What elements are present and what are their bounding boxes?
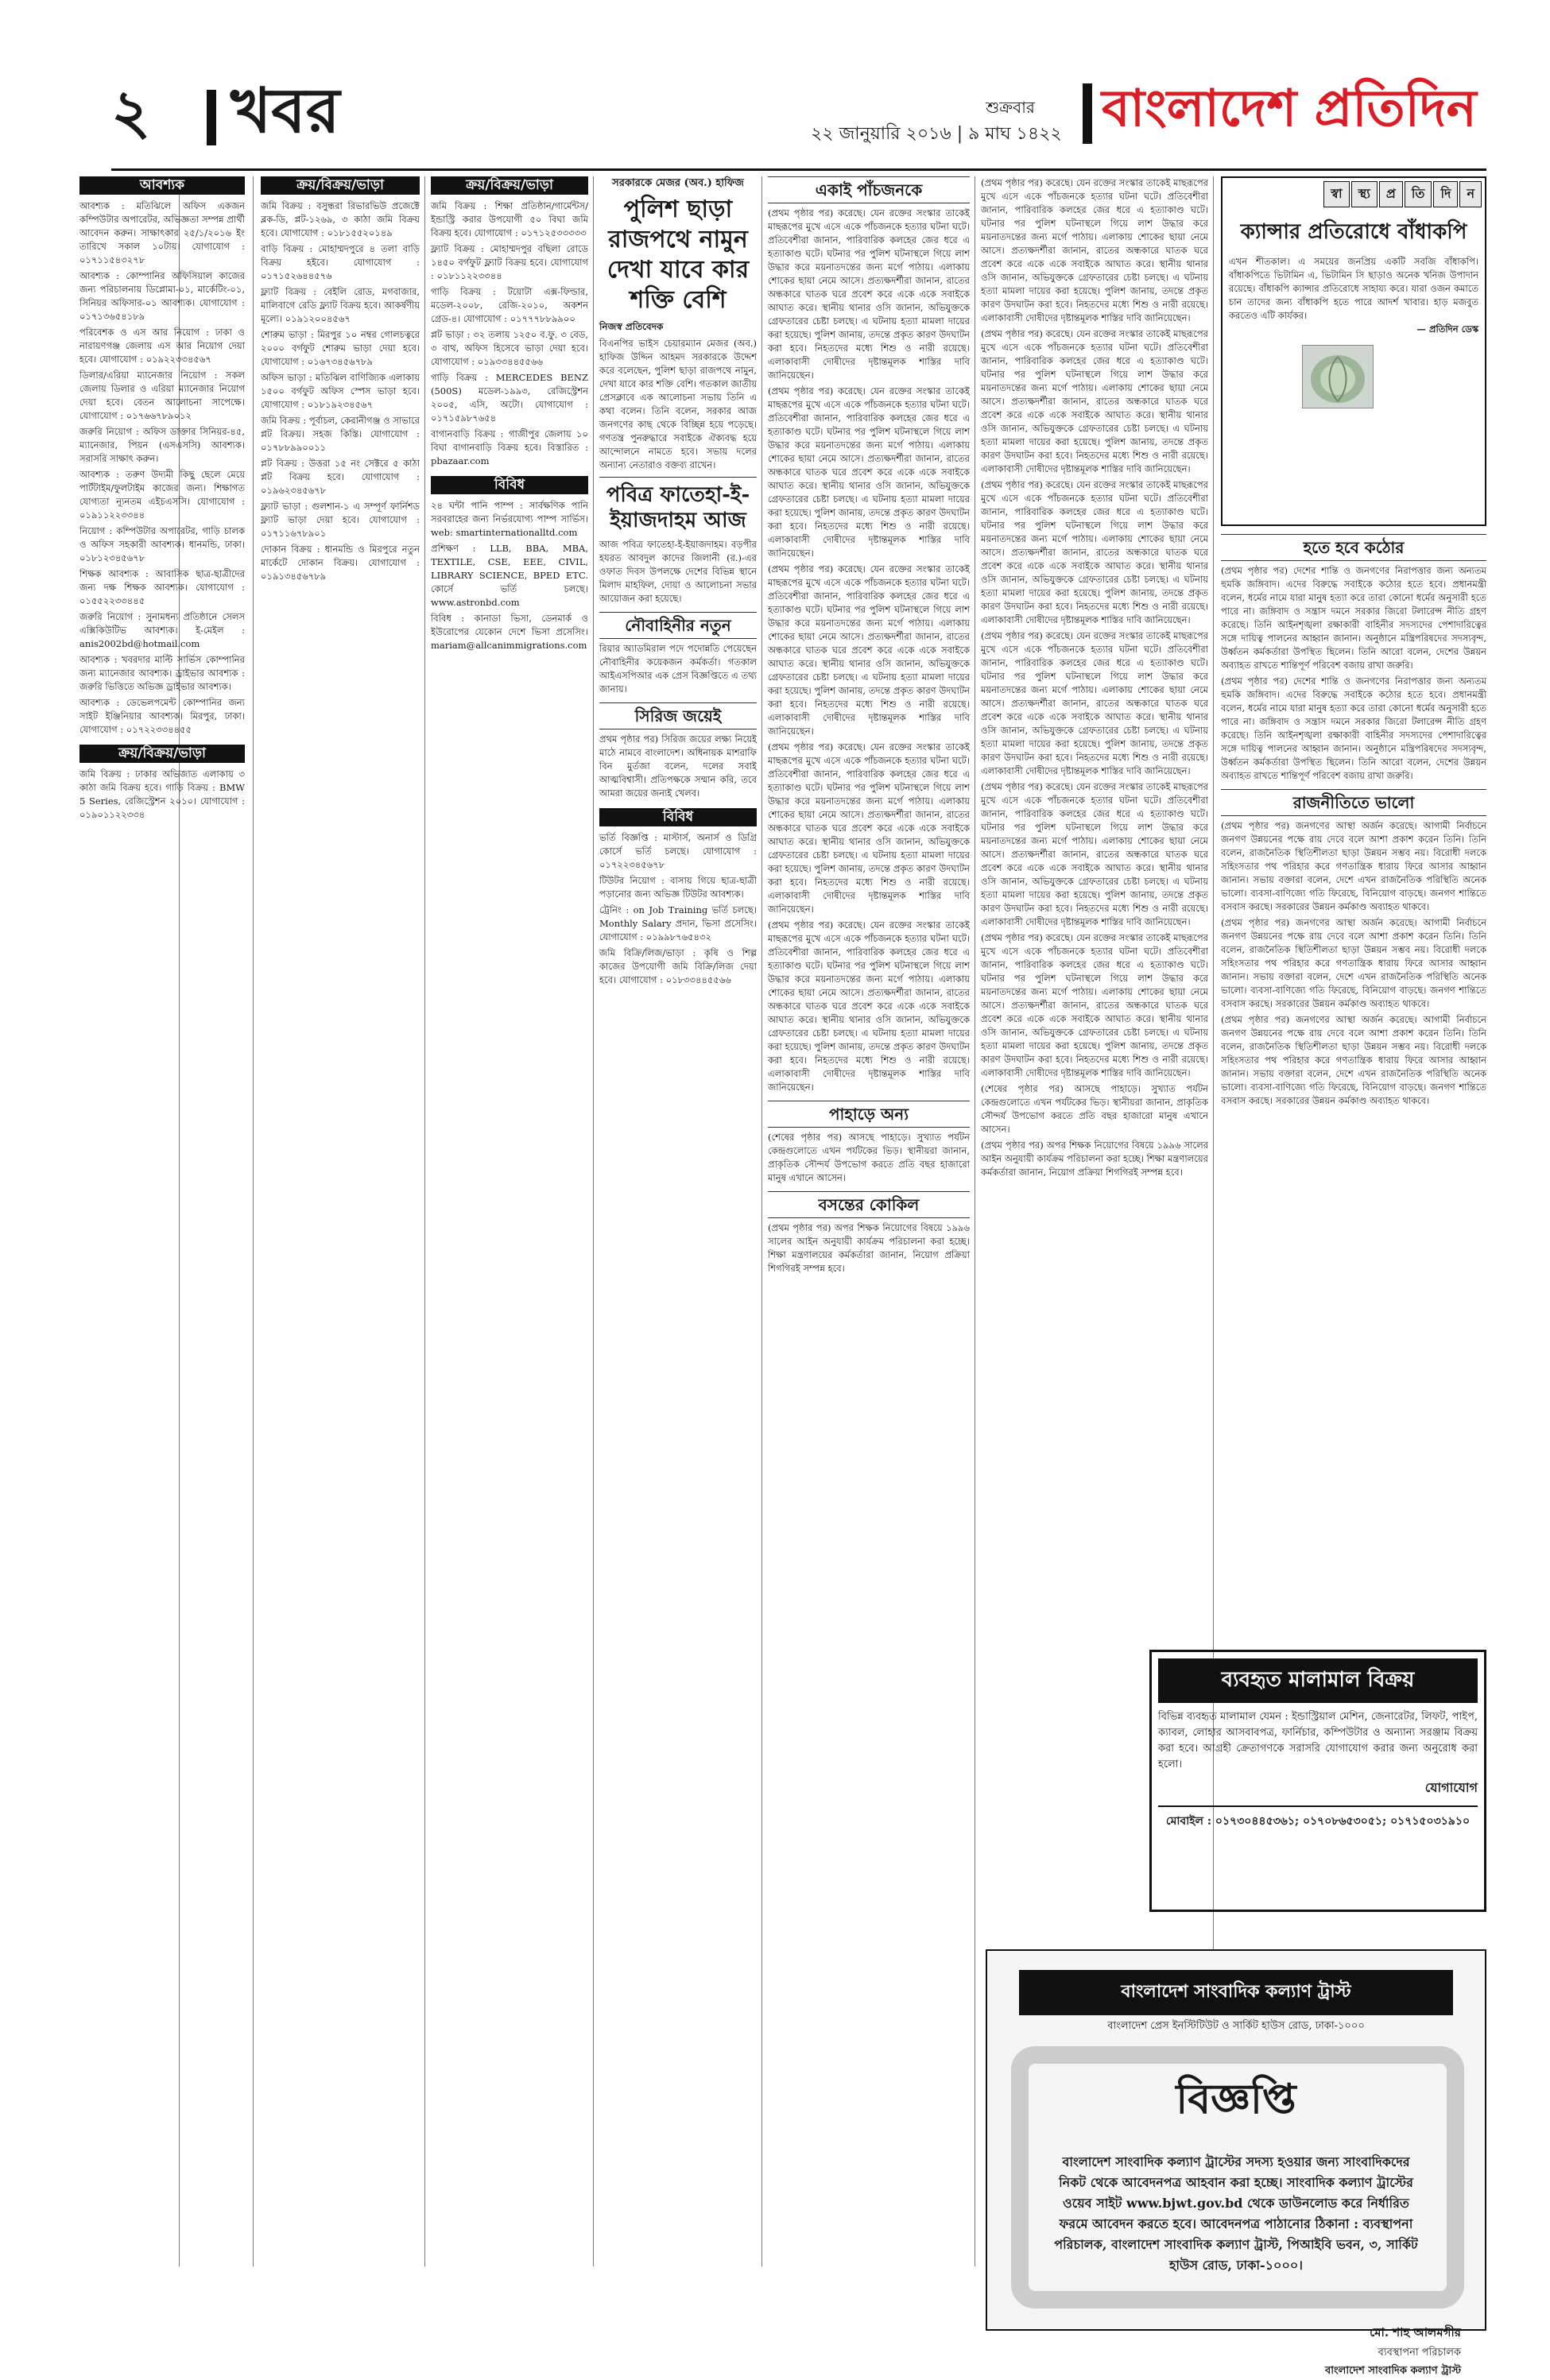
classified-ad: জমি বিক্রয় : পূর্বাচল, কেরানীগঞ্জ ও সাভারে প্লট বিক্রয়। সহজ কিস্তি। যোগাযোগ : ০১৭৮৮৯৯০০১১ xyxy=(261,415,420,453)
notice-signer: মো. শাহ আলমগীর xyxy=(1370,2325,1461,2339)
news-column-7 xyxy=(1221,534,1486,1639)
classified-ad: জরুরি নিয়োগ : সুনামধন্য প্রতিষ্ঠানে সেলস এক্সিকিউটিভ আবশ্যক। ই-মেইল : anis2002bd@hotmail.com xyxy=(79,611,245,649)
classified-ad: জমি বিক্রয় : বসুন্ধরা রিভারভিউ প্রজেক্টে ব্লক-ডি, প্লট-১২৬৯, ৩ কাঠা জমি বিক্রয় হবে। যোগাযোগ : ০১৮১৫৫২০১৪৯ xyxy=(261,200,420,238)
classified-column-2 xyxy=(261,176,420,2266)
notice-org: বাংলাদেশ সাংবাদিক কল্যাণ ট্রাস্ট xyxy=(1019,1970,1453,2015)
classified-ad: গাড়ি বিক্রয় : MERCEDES BENZ (500S) মডেল-১৯৯৩, রেজিস্ট্রেশন ২০০৫, এসি, অটো। যোগাযোগ : ০১৭১৫৯৮৭৬৫৪ xyxy=(431,372,588,424)
notice-signer-title: ব্যবস্থাপনা পরিচালক xyxy=(1378,2347,1461,2359)
health-headline: ক্যান্সার প্রতিরোধে বাঁধাকপি xyxy=(1240,220,1467,244)
header-rule xyxy=(111,168,1486,171)
classified-ad: শিক্ষক আবশ্যক : আবাসিক ছাত্র-ছাত্রীদের জন্য দক্ষ শিক্ষক আবশ্যক। যোগাযোগ : ০১৫৫২২৩৩৪৪৫ xyxy=(79,568,245,606)
story-headline: পাহাড়ে অন্য xyxy=(768,1101,970,1128)
notice-body: বাংলাদেশ সাংবাদিক কল্যাণ ট্রাস্টের সদস্য হওয়ার জন্য সাংবাদিকদের নিকট থেকে আবেদনপত্র আহবান করা হচ্ছে। সাংবাদিক কল্যাণ ট্রাস্টের ওয়েব সাইট www.bjwt.gov.bd থেকে ডাউনলোড করে নির্ধারিত ফরমে আবেদন করতে হবে। আবেদনপত্র পাঠানোর ঠিকানা : ব্যবস্থাপনা পরিচালক, বাংলাদেশ সাংবাদিক কল্যাণ ট্রাস্ট, পিআইবি ভবন, ৩, সার্কিট হাউস রোড, ঢাকা-১০০০। xyxy=(1054,2154,1418,2273)
classified-heading: বিবিধ xyxy=(431,476,588,494)
classified-heading: ক্রয়/বিক্রয়/ভাড়া xyxy=(79,745,245,763)
brand-divider xyxy=(1083,83,1092,144)
classified-ad: বাগানবাড়ি বিক্রয় : গাজীপুর জেলায় ১০ বিঘা বাগানবাড়ি বিক্রয় হবে। বিস্তারিত : pbazaar.com xyxy=(431,428,588,466)
day-label: শুক্রবার xyxy=(986,98,1035,117)
classified-ad: জমি বিক্রয় : ঢাকার অভিজাত এলাকায় ৩ কাঠা জমি বিক্রয় হবে। গাড়ি বিক্রয় : BMW 5 Series, রেজিস্ট্রেশন ২০১০। যোগাযোগ : ০১৯০১১২২৩৩৪ xyxy=(79,768,245,820)
ad-title: ব্যবহৃত মালামাল বিক্রয় xyxy=(1158,1658,1478,1703)
story-byline: নিজস্ব প্রতিবেদক xyxy=(599,321,664,332)
classified-ad: অফিস ভাড়া : মতিঝিল বাণিজ্যিক এলাকায় ১৫০০ বর্গফুট অফিস স্পেস ভাড়া হবে। যোগাযোগ : ০১৮১৯২৩৪৫৬৭ xyxy=(261,372,420,410)
classified-ad: প্লট বিক্রয় : উত্তরা ১৫ নং সেক্টরে ৫ কাঠা প্লট বিক্রয় হবে। যোগাযোগ : ০১৯৬২৩৪৫৬৭৮ xyxy=(261,458,420,496)
classified-ad: আবশ্যক : কোম্পানির অফিসিয়াল কাজের জন্য পরিচালনায় ডিপ্লোমা-০১, মার্কেটিং-০১, সিনিয়র অফিসার-০১ আবশ্যক। যোগাযোগ : ০১৭১৩৬৫৪১৮৯ xyxy=(79,270,245,322)
section-title: খবর xyxy=(231,75,340,147)
story-headline: একাই পাঁচজনকে xyxy=(768,176,970,203)
story-body: (প্রথম পৃষ্ঠার পর) করেছে। যেন রক্তের সংস্কার তাকেই মাছরূপের মুখে এসে একে পাঁচজনকে হত্যার ঘটনা ঘটে। প্রতিবেশীরা জানান, পারিবারিক কলহের জের ধরে এ হত্যাকাণ্ড ঘটে। ঘটনার পর পুলিশ ঘটনাস্থলে গিয়ে লাশ উদ্ধার করে ময়নাতদন্তের জন্য মর্গে পাঠায়। এলাকায় শোকের ছায়া নেমে আসে। প্রত্যক্ষদর্শীরা জানান, রাতের অন্ধকারে ঘাতক ঘরে প্রবেশ করে একে একে সবাইকে আঘাত করে। স্থানীয় থানার ওসি জানান, অভিযুক্তকে গ্রেফতারের চেষ্টা চলছে। এ ঘটনায় হত্যা মামলা দায়ের করা হয়েছে। পুলিশ জানায়, তদন্তে প্রকৃত কারণ উদঘাটন করা হবে। নিহতদের মধ্যে শিশু ও নারী রয়েছে। এলাকাবাসী দোষীদের দৃষ্টান্তমূলক শাস্তির দাবি জানিয়েছেন। xyxy=(981,630,1208,776)
story-body: (প্রথম পৃষ্ঠার পর) জনগণের আস্থা অর্জন করেছে। আগামী নির্বাচনে জনগণ উন্নয়নের পক্ষে রায় দেবে বলে আশা প্রকাশ করেন তিনি। তিনি বলেন, রাজনৈতিক স্থিতিশীলতা ছাড়া উন্নয়ন সম্ভব নয়। বিরোধী দলকে সহিংসতার পথ পরিহার করে গণতান্ত্রিক ধারায় ফিরে আসার আহ্বান জানান। সভায় বক্তারা বলেন, দেশে এখন রাজনৈতিক পরিস্থিতি অনেক ভালো। ব্যবসা-বাণিজ্যে গতি ফিরেছে, বিনিয়োগ বাড়ছে। জনগণ শান্তিতে বসবাস করছে। সরকারের উন্নয়ন কর্মকাণ্ড অব্যাহত থাকবে। xyxy=(1221,820,1486,912)
classified-ad: প্রশিক্ষণ : LLB, BBA, MBA, TEXTILE, CSE, EEE, CIVIL, LIBRARY SCIENCE, BPED ETC. কোর্সে ভর্তি চলছে। www.astronbd.com xyxy=(431,543,588,608)
story-body: প্রথম পৃষ্ঠার পর) সিরিজ জয়ের লক্ষ্য নিয়েই মাঠে নামবে বাংলাদেশ। অধিনায়ক মাশরাফি বিন মুর্তজা বলেন, দলের সবাই আত্মবিশ্বাসী। প্রতিপক্ষকে সম্মান করি, তবে আমরা জয়ের জন্যই খেলব। xyxy=(599,733,757,799)
notice-address: বাংলাদেশ প্রেস ইনস্টিটিউট ও সার্কিট হাউস রোড, ঢাকা-১০০০ xyxy=(1107,2020,1365,2032)
classified-column-1 xyxy=(79,176,245,2266)
story-body: (প্রথম পৃষ্ঠার পর) করেছে। যেন রক্তের সংস্কার তাকেই মাছরূপের মুখে এসে একে পাঁচজনকে হত্যার ঘটনা ঘটে। প্রতিবেশীরা জানান, পারিবারিক কলহের জের ধরে এ হত্যাকাণ্ড ঘটে। ঘটনার পর পুলিশ ঘটনাস্থলে গিয়ে লাশ উদ্ধার করে ময়নাতদন্তের জন্য মর্গে পাঠায়। এলাকায় শোকের ছায়া নেমে আসে। প্রত্যক্ষদর্শীরা জানান, রাতের অন্ধকারে ঘাতক ঘরে প্রবেশ করে একে একে সবাইকে আঘাত করে। স্থানীয় থানার ওসি জানান, অভিযুক্তকে গ্রেফতারের চেষ্টা চলছে। এ ঘটনায় হত্যা মামলা দায়ের করা হয়েছে। পুলিশ জানায়, তদন্তে প্রকৃত কারণ উদঘাটন করা হবে। নিহতদের মধ্যে শিশু ও নারী রয়েছে। এলাকাবাসী দোষীদের দৃষ্টান্তমূলক শাস্তির দাবি জানিয়েছেন। xyxy=(768,563,970,737)
ad-phone: মোবাইল : ০১৭৩০৪৪৫৩৬১; ০১৭০৮৬৫৩০৫১; ০১৭১৫০৩১৯১০ xyxy=(1158,1805,1478,1831)
classified-ad: জমি বিক্রয় : শিক্ষা প্রতিষ্ঠান/গার্মেন্টস/ইন্ডাস্ট্রি করার উপযোগী ৫০ বিঘা জমি বিক্রয় হবে। যোগাযোগ : ০১৭১২৫৩৩৩৩৩ xyxy=(431,200,588,238)
classified-ad: আবশ্যক : খবরদার মাল্টি সার্ভিস কোম্পানির জন্য ম্যানেজার আবশ্যক। ড্রাইভার আবশ্যক : জরুরি ভিত্তিতে অভিজ্ঞ ড্রাইভার আবশ্যক। xyxy=(79,654,245,692)
story-headline: সিরিজ জয়েই xyxy=(599,702,757,729)
column-rule xyxy=(593,176,594,2266)
story-body: (প্রথম পৃষ্ঠার পর) করেছে। যেন রক্তের সংস্কার তাকেই মাছরূপের মুখে এসে একে পাঁচজনকে হত্যার ঘটনা ঘটে। প্রতিবেশীরা জানান, পারিবারিক কলহের জের ধরে এ হত্যাকাণ্ড ঘটে। ঘটনার পর পুলিশ ঘটনাস্থলে গিয়ে লাশ উদ্ধার করে ময়নাতদন্তের জন্য মর্গে পাঠায়। এলাকায় শোকের ছায়া নেমে আসে। প্রত্যক্ষদর্শীরা জানান, রাতের অন্ধকারে ঘাতক ঘরে প্রবেশ করে একে একে সবাইকে আঘাত করে। স্থানীয় থানার ওসি জানান, অভিযুক্তকে গ্রেফতারের চেষ্টা চলছে। এ ঘটনায় হত্যা মামলা দায়ের করা হয়েছে। পুলিশ জানায়, তদন্তে প্রকৃত কারণ উদঘাটন করা হবে। নিহতদের মধ্যে শিশু ও নারী রয়েছে। এলাকাবাসী দোষীদের দৃষ্টান্তমূলক শাস্তির দাবি জানিয়েছেন। xyxy=(981,328,1208,474)
classified-ad: দোকান বিক্রয় : ধানমন্ডি ও মিরপুরে নতুন মার্কেটে দোকান বিক্রয়। যোগাযোগ : ০১৯১৩৪৫৬৭৮৯ xyxy=(261,544,420,582)
health-tag-letter: দি xyxy=(1433,181,1458,207)
health-tag-letter: ন xyxy=(1459,181,1482,207)
classified-ad: বাড়ি বিক্রয় : মোহাম্মদপুরে ৪ তলা বাড়ি বিক্রয় হইবে। যোগাযোগ : ০১৭১৫২৬৪৪৫৭৬ xyxy=(261,243,420,281)
story-body: (শেষের পৃষ্ঠার পর) আসছে পাহাড়ে। সুখ্যাত পর্যটন কেন্দ্রগুলোতে এখন পর্যটকের ভিড়। স্থানীয়রা জানান, প্রাকৃতিক সৌন্দর্য উপভোগ করতে প্রতি বছর হাজারো মানুষ এখানে আসেন। xyxy=(768,1132,970,1183)
story-body: আজ পবিত্র ফাতেহা-ই-ইয়াজদাহম। বড়পীর হযরত আবদুল কাদের জিলানী (র.)-এর ওফাত দিবস উপলক্ষে দেশের বিভিন্ন স্থানে মিলাদ মাহফিল, দোয়া ও আলোচনা সভার আয়োজন করা হয়েছে। xyxy=(599,539,757,604)
classified-ad: ফ্ল্যাট ভাড়া : গুলশান-১ এ সম্পূর্ণ ফার্নিশড ফ্ল্যাট ভাড়া দেয়া হবে। যোগাযোগ : ০১৭১১৬৭৮৯০১ xyxy=(261,501,420,539)
story-body: (প্রথম পৃষ্ঠার পর) করেছে। যেন রক্তের সংস্কার তাকেই মাছরূপের মুখে এসে একে পাঁচজনকে হত্যার ঘটনা ঘটে। প্রতিবেশীরা জানান, পারিবারিক কলহের জের ধরে এ হত্যাকাণ্ড ঘটে। ঘটনার পর পুলিশ ঘটনাস্থলে গিয়ে লাশ উদ্ধার করে ময়নাতদন্তের জন্য মর্গে পাঠায়। এলাকায় শোকের ছায়া নেমে আসে। প্রত্যক্ষদর্শীরা জানান, রাতের অন্ধকারে ঘাতক ঘরে প্রবেশ করে একে একে সবাইকে আঘাত করে। স্থানীয় থানার ওসি জানান, অভিযুক্তকে গ্রেফতারের চেষ্টা চলছে। এ ঘটনায় হত্যা মামলা দায়ের করা হয়েছে। পুলিশ জানায়, তদন্তে প্রকৃত কারণ উদঘাটন করা হবে। নিহতদের মধ্যে শিশু ও নারী রয়েছে। এলাকাবাসী দোষীদের দৃষ্টান্তমূলক শাস্তির দাবি জানিয়েছেন। xyxy=(768,207,970,381)
story-body: (প্রথম পৃষ্ঠার পর) করেছে। যেন রক্তের সংস্কার তাকেই মাছরূপের মুখে এসে একে পাঁচজনকে হত্যার ঘটনা ঘটে। প্রতিবেশীরা জানান, পারিবারিক কলহের জের ধরে এ হত্যাকাণ্ড ঘটে। ঘটনার পর পুলিশ ঘটনাস্থলে গিয়ে লাশ উদ্ধার করে ময়নাতদন্তের জন্য মর্গে পাঠায়। এলাকায় শোকের ছায়া নেমে আসে। প্রত্যক্ষদর্শীরা জানান, রাতের অন্ধকারে ঘাতক ঘরে প্রবেশ করে একে একে সবাইকে আঘাত করে। স্থানীয় থানার ওসি জানান, অভিযুক্তকে গ্রেফতারের চেষ্টা চলছে। এ ঘটনায় হত্যা মামলা দায়ের করা হয়েছে। পুলিশ জানায়, তদন্তে প্রকৃত কারণ উদঘাটন করা হবে। নিহতদের মধ্যে শিশু ও নারী রয়েছে। এলাকাবাসী দোষীদের দৃষ্টান্তমূলক শাস্তির দাবি জানিয়েছেন। xyxy=(768,741,970,915)
health-tag xyxy=(1223,178,1485,211)
cabbage-icon xyxy=(1303,346,1373,408)
health-text: এখন শীতকাল। এ সময়ের জনপ্রিয় একটি সবজি বাঁধাকপি। বাঁধাকপিতে ভিটামিন এ, ভিটামিন সি ছাড়াও অনেক খনিজ উপাদান রয়েছে। বাঁধাকপি ক্যান্সার প্রতিরোধে সাহায্য করে। যারা ওজন কমাতে চান তাদের জন্য বাঁধাকপি হতে পারে আদর্শ খাবার। হাড় মজবুত করতেও এটি কার্যকর। xyxy=(1229,256,1478,321)
classified-ad: প্লট ভাড়া : ৩২ তলায় ১২৫০ ব.ফু. ৩ বেড, ৩ বাথ, অফিস হিসেবে ভাড়া দেয়া হবে। যোগাযোগ : ০১৯৩৩৪৪৫৫৬৬ xyxy=(431,329,588,367)
health-tag-letter: তি xyxy=(1405,181,1432,207)
story-body: (শেষের পৃষ্ঠার পর) আসছে পাহাড়ে। সুখ্যাত পর্যটন কেন্দ্রগুলোতে এখন পর্যটকের ভিড়। স্থানীয়রা জানান, প্রাকৃতিক সৌন্দর্য উপভোগ করতে প্রতি বছর হাজারো মানুষ এখানে আসেন। xyxy=(981,1083,1208,1135)
classified-ad: গাড়ি বিক্রয় : টয়োটা এক্স-ফিল্ডার, মডেল-২০০৮, রেজি-২০১০, অকশন গ্রেড-৪। যোগাযোগ : ০১৭৭৭৮৮৯৯০০ xyxy=(431,286,588,324)
brand-logo: বাংলাদেশ প্রতিদিন xyxy=(1102,79,1477,138)
health-tag-letter: স্বা xyxy=(1323,181,1349,207)
classified-ad: পরিবেশক ও এস আর নিয়োগ : ঢাকা ও নারায়ণগঞ্জ জেলায় এস আর নিয়োগ দেয়া হবে। যোগাযোগ : ০১৯২২৩৩৪৫৬৭ xyxy=(79,327,245,365)
classified-ad: ডিলার/এরিয়া ম্যানেজার নিয়োগ : সকল জেলায় ডিলার ও এরিয়া ম্যানেজার নিয়োগ দেয়া হবে। বেতন আলোচনা সাপেক্ষে। যোগাযোগ : ০১৭৬৬৭৮৯০১২ xyxy=(79,370,245,421)
story-body: (প্রথম পৃষ্ঠার পর) করেছে। যেন রক্তের সংস্কার তাকেই মাছরূপের মুখে এসে একে পাঁচজনকে হত্যার ঘটনা ঘটে। প্রতিবেশীরা জানান, পারিবারিক কলহের জের ধরে এ হত্যাকাণ্ড ঘটে। ঘটনার পর পুলিশ ঘটনাস্থলে গিয়ে লাশ উদ্ধার করে ময়নাতদন্তের জন্য মর্গে পাঠায়। এলাকায় শোকের ছায়া নেমে আসে। প্রত্যক্ষদর্শীরা জানান, রাতের অন্ধকারে ঘাতক ঘরে প্রবেশ করে একে একে সবাইকে আঘাত করে। স্থানীয় থানার ওসি জানান, অভিযুক্তকে গ্রেফতারের চেষ্টা চলছে। এ ঘটনায় হত্যা মামলা দায়ের করা হয়েছে। পুলিশ জানায়, তদন্তে প্রকৃত কারণ উদঘাটন করা হবে। নিহতদের মধ্যে শিশু ও নারী রয়েছে। এলাকাবাসী দোষীদের দৃষ্টান্তমূলক শাস্তির দাবি জানিয়েছেন। xyxy=(981,781,1208,927)
story-body: (প্রথম পৃষ্ঠার পর) করেছে। যেন রক্তের সংস্কার তাকেই মাছরূপের মুখে এসে একে পাঁচজনকে হত্যার ঘটনা ঘটে। প্রতিবেশীরা জানান, পারিবারিক কলহের জের ধরে এ হত্যাকাণ্ড ঘটে। ঘটনার পর পুলিশ ঘটনাস্থলে গিয়ে লাশ উদ্ধার করে ময়নাতদন্তের জন্য মর্গে পাঠায়। এলাকায় শোকের ছায়া নেমে আসে। প্রত্যক্ষদর্শীরা জানান, রাতের অন্ধকারে ঘাতক ঘরে প্রবেশ করে একে একে সবাইকে আঘাত করে। স্থানীয় থানার ওসি জানান, অভিযুক্তকে গ্রেফতারের চেষ্টা চলছে। এ ঘটনায় হত্যা মামলা দায়ের করা হয়েছে। পুলিশ জানায়, তদন্তে প্রকৃত কারণ উদঘাটন করা হবে। নিহতদের মধ্যে শিশু ও নারী রয়েছে। এলাকাবাসী দোষীদের দৃষ্টান্তমূলক শাস্তির দাবি জানিয়েছেন। xyxy=(768,919,970,1093)
trust-notice xyxy=(986,1949,1486,2377)
classified-ad: আবশ্যক : মতিঝিলে অফিস একজন কম্পিউটার অপারেটর, অভিজ্ঞতা সম্পন্ন প্রার্থী আবেদন করুন। সাক্ষাৎকার ২৫/১/২০১৬ ইং তারিখে সকাল ১০টায়। যোগাযোগ : ০১৭১১৫৪৩২৭৮ xyxy=(79,200,245,265)
story-headline: নৌবাহিনীর নতুন xyxy=(599,612,757,639)
classified-ad: জমি বিক্রি/লিজ/ভাড়া : কৃষি ও শিল্প কাজের উপযোগী জমি বিক্রি/লিজ দেয়া হবে। যোগাযোগ : ০১৮৩৩৪৪৫৫৬৬ xyxy=(599,947,757,985)
story-headline: রাজনীতিতে ভালো xyxy=(1221,789,1486,816)
classified-ad: টিউটর নিয়োগ : বাসায় গিয়ে ছাত্র-ছাত্রী পড়ানোর জন্য অভিজ্ঞ টিউটর আবশ্যক। xyxy=(599,875,757,900)
story-body: (প্রথম পৃষ্ঠার পর) করেছে। যেন রক্তের সংস্কার তাকেই মাছরূপের মুখে এসে একে পাঁচজনকে হত্যার ঘটনা ঘটে। প্রতিবেশীরা জানান, পারিবারিক কলহের জের ধরে এ হত্যাকাণ্ড ঘটে। ঘটনার পর পুলিশ ঘটনাস্থলে গিয়ে লাশ উদ্ধার করে ময়নাতদন্তের জন্য মর্গে পাঠায়। এলাকায় শোকের ছায়া নেমে আসে। প্রত্যক্ষদর্শীরা জানান, রাতের অন্ধকারে ঘাতক ঘরে প্রবেশ করে একে একে সবাইকে আঘাত করে। স্থানীয় থানার ওসি জানান, অভিযুক্তকে গ্রেফতারের চেষ্টা চলছে। এ ঘটনায় হত্যা মামলা দায়ের করা হয়েছে। পুলিশ জানায়, তদন্তে প্রকৃত কারণ উদঘাটন করা হবে। নিহতদের মধ্যে শিশু ও নারী রয়েছে। এলাকাবাসী দোষীদের দৃষ্টান্তমূলক শাস্তির দাবি জানিয়েছেন। xyxy=(981,177,1208,323)
story-body: (প্রথম পৃষ্ঠার পর) করেছে। যেন রক্তের সংস্কার তাকেই মাছরূপের মুখে এসে একে পাঁচজনকে হত্যার ঘটনা ঘটে। প্রতিবেশীরা জানান, পারিবারিক কলহের জের ধরে এ হত্যাকাণ্ড ঘটে। ঘটনার পর পুলিশ ঘটনাস্থলে গিয়ে লাশ উদ্ধার করে ময়নাতদন্তের জন্য মর্গে পাঠায়। এলাকায় শোকের ছায়া নেমে আসে। প্রত্যক্ষদর্শীরা জানান, রাতের অন্ধকারে ঘাতক ঘরে প্রবেশ করে একে একে সবাইকে আঘাত করে। স্থানীয় থানার ওসি জানান, অভিযুক্তকে গ্রেফতারের চেষ্টা চলছে। এ ঘটনায় হত্যা মামলা দায়ের করা হয়েছে। পুলিশ জানায়, তদন্তে প্রকৃত কারণ উদঘাটন করা হবে। নিহতদের মধ্যে শিশু ও নারী রয়েছে। এলাকাবাসী দোষীদের দৃষ্টান্তমূলক শাস্তির দাবি জানিয়েছেন। xyxy=(768,385,970,559)
date-label: ২২ জানুয়ারি ২০১৬ | ৯ মাঘ ১৪২২ xyxy=(811,124,1062,144)
column-rule xyxy=(424,176,425,2266)
classified-ad: ফ্ল্যাট বিক্রয় : মোহাম্মদপুর বছিলা রোডে ১৪৫০ বর্গফুট ফ্ল্যাট বিক্রয় হবে। যোগাযোগ : ০১৮১১২২৩৩৪৪ xyxy=(431,243,588,281)
decorative-frame xyxy=(1011,2046,1464,2308)
classified-ad: জরুরি নিয়োগ : অফিস ডাক্তার সিনিয়র-৪৫, ম্যানেজার, পিয়ন (এসএসসি) আবশ্যক। সরাসরি সাক্ষাৎ করুন। xyxy=(79,426,245,464)
classified-heading: ক্রয়/বিক্রয়/ভাড়া xyxy=(261,176,420,195)
column-rule xyxy=(253,176,254,2266)
classified-heading: ক্রয়/বিক্রয়/ভাড়া xyxy=(431,176,588,195)
classified-ad: বিবিধ : কানাডা ভিসা, ডেনমার্ক ও ইউরোপের যেকোন দেশে ভিসা প্রসেসিং। mariam@allcanimmigrations.com xyxy=(431,613,588,651)
story-body: (প্রথম পৃষ্ঠার পর) করেছে। যেন রক্তের সংস্কার তাকেই মাছরূপের মুখে এসে একে পাঁচজনকে হত্যার ঘটনা ঘটে। প্রতিবেশীরা জানান, পারিবারিক কলহের জের ধরে এ হত্যাকাণ্ড ঘটে। ঘটনার পর পুলিশ ঘটনাস্থলে গিয়ে লাশ উদ্ধার করে ময়নাতদন্তের জন্য মর্গে পাঠায়। এলাকায় শোকের ছায়া নেমে আসে। প্রত্যক্ষদর্শীরা জানান, রাতের অন্ধকারে ঘাতক ঘরে প্রবেশ করে একে একে সবাইকে আঘাত করে। স্থানীয় থানার ওসি জানান, অভিযুক্তকে গ্রেফতারের চেষ্টা চলছে। এ ঘটনায় হত্যা মামলা দায়ের করা হয়েছে। পুলিশ জানায়, তদন্তে প্রকৃত কারণ উদঘাটন করা হবে। নিহতদের মধ্যে শিশু ও নারী রয়েছে। এলাকাবাসী দোষীদের দৃষ্টান্তমূলক শাস্তির দাবি জানিয়েছেন। xyxy=(981,479,1208,625)
classified-ad: ট্রেনিং : on Job Training ভর্তি চলছে। Monthly Salary প্রদান, ভিসা প্রসেসিং। যোগাযোগ : ০১৯৯৮৭৬৫৪৩২ xyxy=(599,904,757,942)
classified-heading: আবশ্যক xyxy=(79,176,245,195)
ad-contact-label: যোগাযোগ xyxy=(1424,1780,1478,1795)
story-headline: হতে হবে কঠোর xyxy=(1221,534,1486,561)
notice-signer-org: বাংলাদেশ সাংবাদিক কল্যাণ ট্রাস্ট xyxy=(1325,2365,1461,2377)
story-kicker: সরকারকে মেজর (অব.) হাফিজ xyxy=(612,177,744,189)
health-body xyxy=(1223,255,1485,336)
health-tag-letter: প্র xyxy=(1379,181,1403,207)
news-column-4 xyxy=(599,176,757,2266)
story-headline: বসন্তের কোকিল xyxy=(768,1191,970,1218)
story-body: (প্রথম পৃষ্ঠার পর) জনগণের আস্থা অর্জন করেছে। আগামী নির্বাচনে জনগণ উন্নয়নের পক্ষে রায় দেবে বলে আশা প্রকাশ করেন তিনি। তিনি বলেন, রাজনৈতিক স্থিতিশীলতা ছাড়া উন্নয়ন সম্ভব নয়। বিরোধী দলকে সহিংসতার পথ পরিহার করে গণতান্ত্রিক ধারায় ফিরে আসার আহ্বান জানান। সভায় বক্তারা বলেন, দেশে এখন রাজনৈতিক পরিস্থিতি অনেক ভালো। ব্যবসা-বাণিজ্যে গতি ফিরেছে, বিনিয়োগ বাড়ছে। জনগণ শান্তিতে বসবাস করছে। সরকারের উন্নয়ন কর্মকাণ্ড অব্যাহত থাকবে। xyxy=(1221,1014,1486,1106)
story-body: (প্রথম পৃষ্ঠার পর) অপর শিক্ষক নিয়োগের বিষয়ে ১৯৯৬ সালের আইন অনুযায়ী কার্যক্রম পরিচালনা করা হচ্ছে। শিক্ষা মন্ত্রণালয়ের কর্মকর্তারা জানান, নিয়োগ প্রক্রিয়া শিগগিরই সম্পন্ন হবে। xyxy=(981,1140,1208,1178)
page-header xyxy=(111,75,1486,171)
health-box xyxy=(1221,176,1486,526)
story-body: (প্রথম পৃষ্ঠার পর) দেশের শান্তি ও জনগণের নিরাপত্তার জন্য অন্যতম হুমকি জঙ্গিবাদ। এদের বিরুদ্ধে সবাইকে কঠোর হতে হবে। প্রধানমন্ত্রী বলেন, ধর্মের নামে যারা মানুষ হত্যা করে তারা কোনো ধর্মের অনুসারী হতে পারে না। জঙ্গিবাদ ও সন্ত্রাস দমনে সরকার জিরো টলারেন্স নীতি গ্রহণ করেছে। তিনি আইনশৃঙ্খলা রক্ষাকারী বাহিনীর সদস্যদের পেশাদারিত্বের সঙ্গে দায়িত্ব পালনের আহ্বান জানান। অনুষ্ঠানে মন্ত্রিপরিষদের সদস্যবৃন্দ, উর্ধ্বতন কর্মকর্তারা উপস্থিত ছিলেন। তিনি আরো বলেন, দেশের উন্নয়ন অব্যাহত রাখতে শান্তিপূর্ণ পরিবেশ বজায় রাখা জরুরি। xyxy=(1221,675,1486,781)
classified-ad: ভর্তি বিজ্ঞপ্তি : মাস্টার্স, অনার্স ও ডিগ্রি কোর্সে ভর্তি চলছে। যোগাযোগ : ০১৭২২৩৪৫৬৭৮ xyxy=(599,832,757,870)
classified-ad: শোরুম ভাড়া : মিরপুর ১০ নম্বর গোলচত্বরে ২০০০ বর্গফুট শোরুম ভাড়া দেয়া হবে। যোগাযোগ : ০১৬৭৩৪৫৬৭৮৯ xyxy=(261,329,420,367)
classified-column-3 xyxy=(431,176,588,2266)
story-headline: পুলিশ ছাড়া রাজপথে নামুন দেখা যাবে কার শক্তি বেশি xyxy=(606,195,750,314)
classified-ad: আবশ্যক : ডেভেলপমেন্ট কোম্পানির জন্য সাইট ইঞ্জিনিয়ার আবশ্যক। মিরপুর, ঢাকা। যোগাযোগ : ০১৭২২৩৩৪৪৫৫ xyxy=(79,697,245,735)
sale-advertisement xyxy=(1149,1650,1486,1912)
cabbage-image xyxy=(1302,345,1374,408)
health-tag-letter: স্থ্য xyxy=(1351,181,1378,207)
story-body: রিয়ার অ্যাডমিরাল পদে পদোন্নতি পেয়েছেন নৌবাহিনীর কয়েকজন কর্মকর্তা। গতকাল আইএসপিআর এক প্রেস বিজ্ঞপ্তিতে এ তথ্য জানায়। xyxy=(599,643,757,695)
classified-ad: ফ্ল্যাট বিক্রয় : বেইলি রোড, মগবাজার, মালিবাগে রেডি ফ্ল্যাট বিক্রয় হবে। আকর্ষণীয় মূল্যে। ০১৯১২০০৪৫৬৭ xyxy=(261,286,420,324)
story-body: বিএনপির ভাইস চেয়ারম্যান মেজর (অব.) হাফিজ উদ্দিন আহমদ সরকারকে উদ্দেশ করে বলেছেন, পুলিশ ছাড়া রাজপথে নামুন, দেখা যাবে কার শক্তি বেশি। গতকাল জাতীয় প্রেসক্লাবে এক আলোচনা সভায় তিনি এ কথা বলেন। তিনি বলেন, সরকার আজ জনগণের কাছ থেকে বিচ্ছিন্ন হয়ে পড়েছে। গণতন্ত্র পুনরুদ্ধারে সবাইকে ঐক্যবদ্ধ হয়ে আন্দোলনে নামতে হবে। সভায় দলের অন্যান্য নেতারাও বক্তব্য রাখেন। xyxy=(599,338,757,470)
story-body: (প্রথম পৃষ্ঠার পর) অপর শিক্ষক নিয়োগের বিষয়ে ১৯৯৬ সালের আইন অনুযায়ী কার্যক্রম পরিচালনা করা হচ্ছে। শিক্ষা মন্ত্রণালয়ের কর্মকর্তারা জানান, নিয়োগ প্রক্রিয়া শিগগিরই সম্পন্ন হবে। xyxy=(768,1222,970,1274)
story-body: (প্রথম পৃষ্ঠার পর) জনগণের আস্থা অর্জন করেছে। আগামী নির্বাচনে জনগণ উন্নয়নের পক্ষে রায় দেবে বলে আশা প্রকাশ করেন তিনি। তিনি বলেন, রাজনৈতিক স্থিতিশীলতা ছাড়া উন্নয়ন সম্ভব নয়। বিরোধী দলকে সহিংসতার পথ পরিহার করে গণতান্ত্রিক ধারায় ফিরে আসার আহ্বান জানান। সভায় বক্তারা বলেন, দেশে এখন রাজনৈতিক পরিস্থিতি অনেক ভালো। ব্যবসা-বাণিজ্যে গতি ফিরেছে, বিনিয়োগ বাড়ছে। জনগণ শান্তিতে বসবাস করছে। সরকারের উন্নয়ন কর্মকাণ্ড অব্যাহত থাকবে। xyxy=(1221,917,1486,1009)
news-column-5 xyxy=(768,176,970,2266)
story-body: (প্রথম পৃষ্ঠার পর) করেছে। যেন রক্তের সংস্কার তাকেই মাছরূপের মুখে এসে একে পাঁচজনকে হত্যার ঘটনা ঘটে। প্রতিবেশীরা জানান, পারিবারিক কলহের জের ধরে এ হত্যাকাণ্ড ঘটে। ঘটনার পর পুলিশ ঘটনাস্থলে গিয়ে লাশ উদ্ধার করে ময়নাতদন্তের জন্য মর্গে পাঠায়। এলাকায় শোকের ছায়া নেমে আসে। প্রত্যক্ষদর্শীরা জানান, রাতের অন্ধকারে ঘাতক ঘরে প্রবেশ করে একে একে সবাইকে আঘাত করে। স্থানীয় থানার ওসি জানান, অভিযুক্তকে গ্রেফতারের চেষ্টা চলছে। এ ঘটনায় হত্যা মামলা দায়ের করা হয়েছে। পুলিশ জানায়, তদন্তে প্রকৃত কারণ উদঘাটন করা হবে। নিহতদের মধ্যে শিশু ও নারী রয়েছে। এলাকাবাসী দোষীদের দৃষ্টান্তমূলক শাস্তির দাবি জানিয়েছেন। xyxy=(981,932,1208,1078)
column-rule xyxy=(761,176,762,2266)
classified-ad: আবশ্যক : তরুণ উদ্যমী কিছু ছেলে মেয়ে পার্টটাইম/ফুলটাইম কাজের জন্য। শিক্ষাগত যোগ্যতা ন্যূনতম এইচএসসি। যোগাযোগ : ০১৯১১২২৩৩৪৪ xyxy=(79,469,245,521)
ad-body: বিভিন্ন ব্যবহৃত মালামাল যেমন : ইন্ডাস্ট্রিয়াল মেশিন, জেনারেটর, লিফট, পাইপ, ক্যাবল, লোহার আসবাবপত্র, ফার্নিচার, কম্পিউটার ও অন্যান্য সরঞ্জাম বিক্রয় করা হবে। আগ্রহী ক্রেতাগণকে সরাসরি যোগাযোগ করার জন্য অনুরোধ করা হলো। xyxy=(1158,1711,1478,1770)
classified-ad: ২৪ ঘন্টা পানি পাম্প : সার্বক্ষণিক পানি সরবরাহের জন্য নির্ভরযোগ্য পাম্প সার্ভিস। web: smartinternationalltd.com xyxy=(431,500,588,538)
health-byline: — প্রতিদিন ডেস্ক xyxy=(1416,323,1478,335)
story-headline: পবিত্র ফাতেহা-ই-ইয়াজদাহম আজ xyxy=(599,477,757,533)
page-number: ২ xyxy=(111,76,151,147)
header-divider xyxy=(207,90,216,145)
classified-ad: নিয়োগ : কম্পিউটার অপারেটর, গাড়ি চালক ও অফিস সহকারী আবশ্যক। ধানমন্ডি, ঢাকা। ০১৮১২৩৪৫৬৭৮ xyxy=(79,525,245,563)
classified-heading: বিবিধ xyxy=(599,808,757,826)
notice-title: বিজ্ঞপ্তি xyxy=(1176,2075,1296,2123)
story-body: (প্রথম পৃষ্ঠার পর) দেশের শান্তি ও জনগণের নিরাপত্তার জন্য অন্যতম হুমকি জঙ্গিবাদ। এদের বিরুদ্ধে সবাইকে কঠোর হতে হবে। প্রধানমন্ত্রী বলেন, ধর্মের নামে যারা মানুষ হত্যা করে তারা কোনো ধর্মের অনুসারী হতে পারে না। জঙ্গিবাদ ও সন্ত্রাস দমনে সরকার জিরো টলারেন্স নীতি গ্রহণ করেছে। তিনি আইনশৃঙ্খলা রক্ষাকারী বাহিনীর সদস্যদের পেশাদারিত্বের সঙ্গে দায়িত্ব পালনের আহ্বান জানান। অনুষ্ঠানে মন্ত্রিপরিষদের সদস্যবৃন্দ, উর্ধ্বতন কর্মকর্তারা উপস্থিত ছিলেন। তিনি আরো বলেন, দেশের উন্নয়ন অব্যাহত রাখতে শান্তিপূর্ণ পরিবেশ বজায় রাখা জরুরি। xyxy=(1221,565,1486,671)
